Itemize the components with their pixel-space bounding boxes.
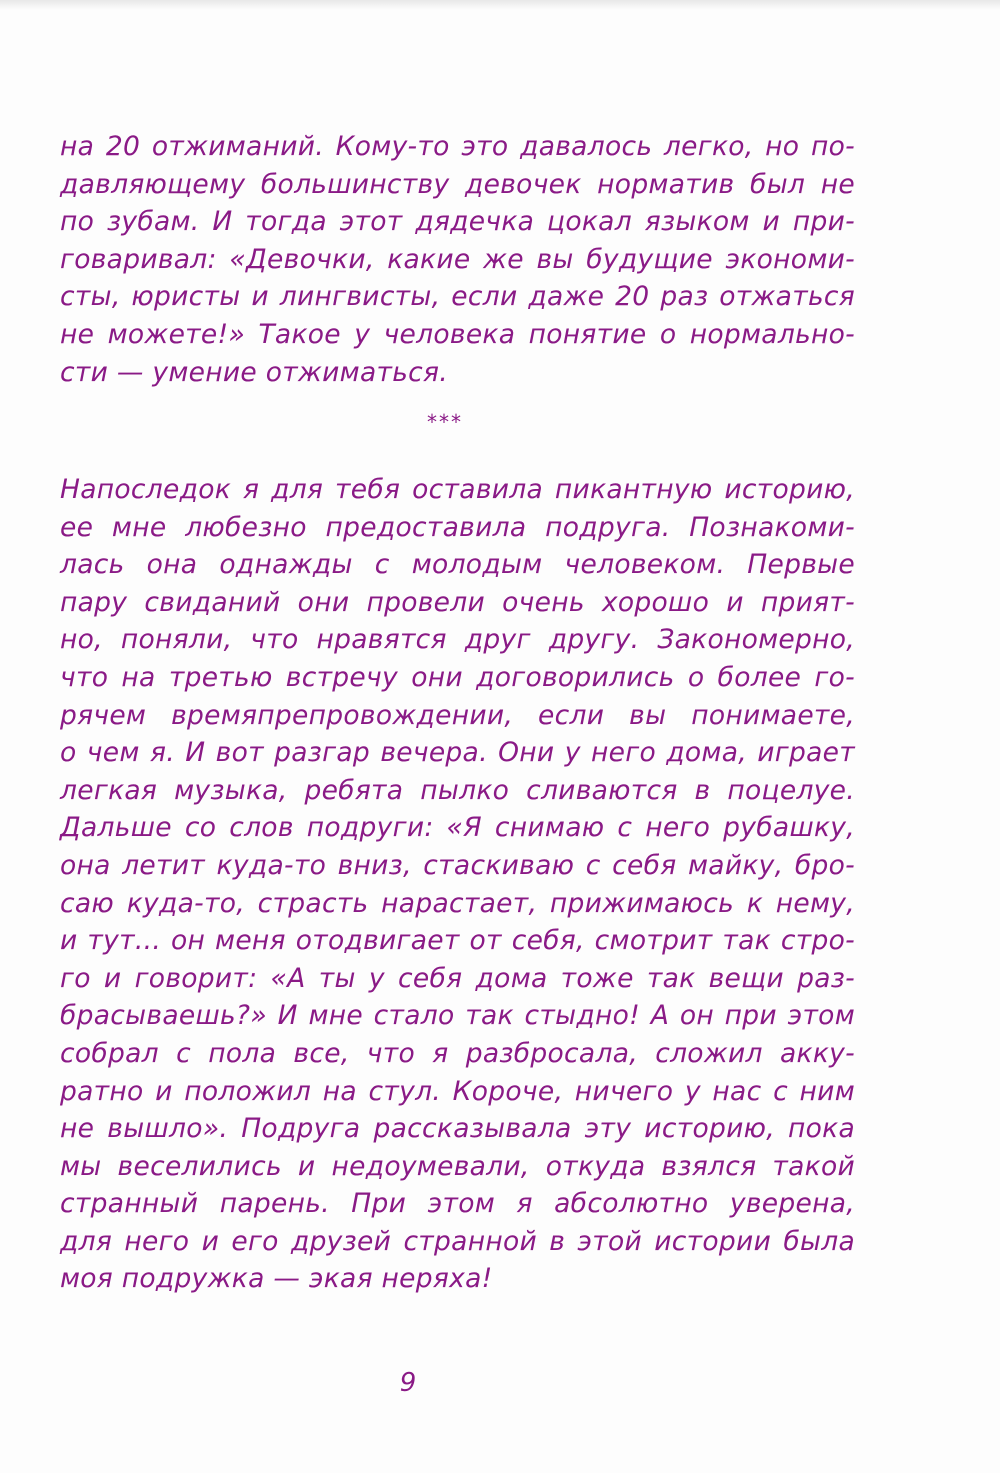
- text-line: она летит куда-то вниз, стаскиваю с себя майку, бро-: [60, 849, 855, 881]
- text-line: моя подружка — экая неряха!: [60, 1263, 493, 1295]
- text-line: ратно и положил на стул. Короче, ничего у нас с ним: [60, 1075, 855, 1107]
- text-line: и тут... он меня отодвигает от себя, смотрит так стро-: [60, 925, 855, 957]
- text-line: саю куда-то, страсть нарастает, прижимаюсь к нему,: [60, 887, 855, 919]
- text-line: сти — умение отжиматься.: [60, 356, 448, 388]
- text-line: о чем я. И вот разгар вечера. Они у него дома, играет: [60, 737, 855, 769]
- text-line: легкая музыка, ребята пылко сливаются в поцелуе.: [60, 774, 855, 806]
- text-line: брасываешь?» И мне стало так стыдно! А он при этом: [60, 1000, 855, 1032]
- text-line: не вышло». Подруга рассказывала эту историю, пока: [60, 1113, 855, 1145]
- text-line: сты, юристы и лингвисты, если даже 20 раз отжаться: [60, 281, 855, 313]
- text-line: что на третью встречу они договорились о более го-: [60, 661, 855, 693]
- paragraph-1: [60, 128, 855, 391]
- text-line: не можете!» Такое у человека понятие о нормально-: [60, 318, 855, 350]
- text-line: давляющему большинству девочек норматив был не: [60, 168, 855, 200]
- text-line: пару свиданий они провели очень хорошо и прият-: [60, 586, 855, 618]
- text-line: рячем времяпрепровождении, если вы понимаете,: [60, 699, 855, 731]
- page-number: 9: [399, 1368, 417, 1398]
- section-separator: ***: [427, 410, 463, 434]
- paragraph-2: [60, 471, 855, 1298]
- text-line: на 20 отжиманий. Кому-то это давалось легко, но по-: [60, 131, 855, 162]
- text-line: лась она однажды с молодым человеком. Первые: [60, 549, 855, 581]
- text-line: мы веселились и недоумевали, откуда взялся такой: [60, 1150, 855, 1182]
- text-line: Напоследок я для тебя оставила пикантную историю,: [60, 474, 855, 505]
- text-line: по зубам. И тогда этот дядечка цокал языком и при-: [60, 206, 855, 238]
- text-line: Дальше со слов подруги: «Я снимаю с него рубашку,: [60, 812, 855, 844]
- text-line: странный парень. При этом я абсолютно уверена,: [60, 1188, 855, 1220]
- text-line: для него и его друзей странной в этой истории была: [60, 1225, 855, 1257]
- text-line: ее мне любезно предоставила подруга. Познакоми-: [60, 511, 855, 543]
- text-line: го и говорит: «А ты у себя дома тоже так вещи раз-: [60, 962, 855, 994]
- page-top-edge: [0, 0, 1000, 10]
- text-line: но, поняли, что нравятся друг другу. Закономерно,: [60, 624, 855, 656]
- text-line: собрал с пола все, что я разбросала, сложил акку-: [60, 1037, 855, 1069]
- text-line: говаривал: «Девочки, какие же вы будущие экономи-: [60, 243, 855, 275]
